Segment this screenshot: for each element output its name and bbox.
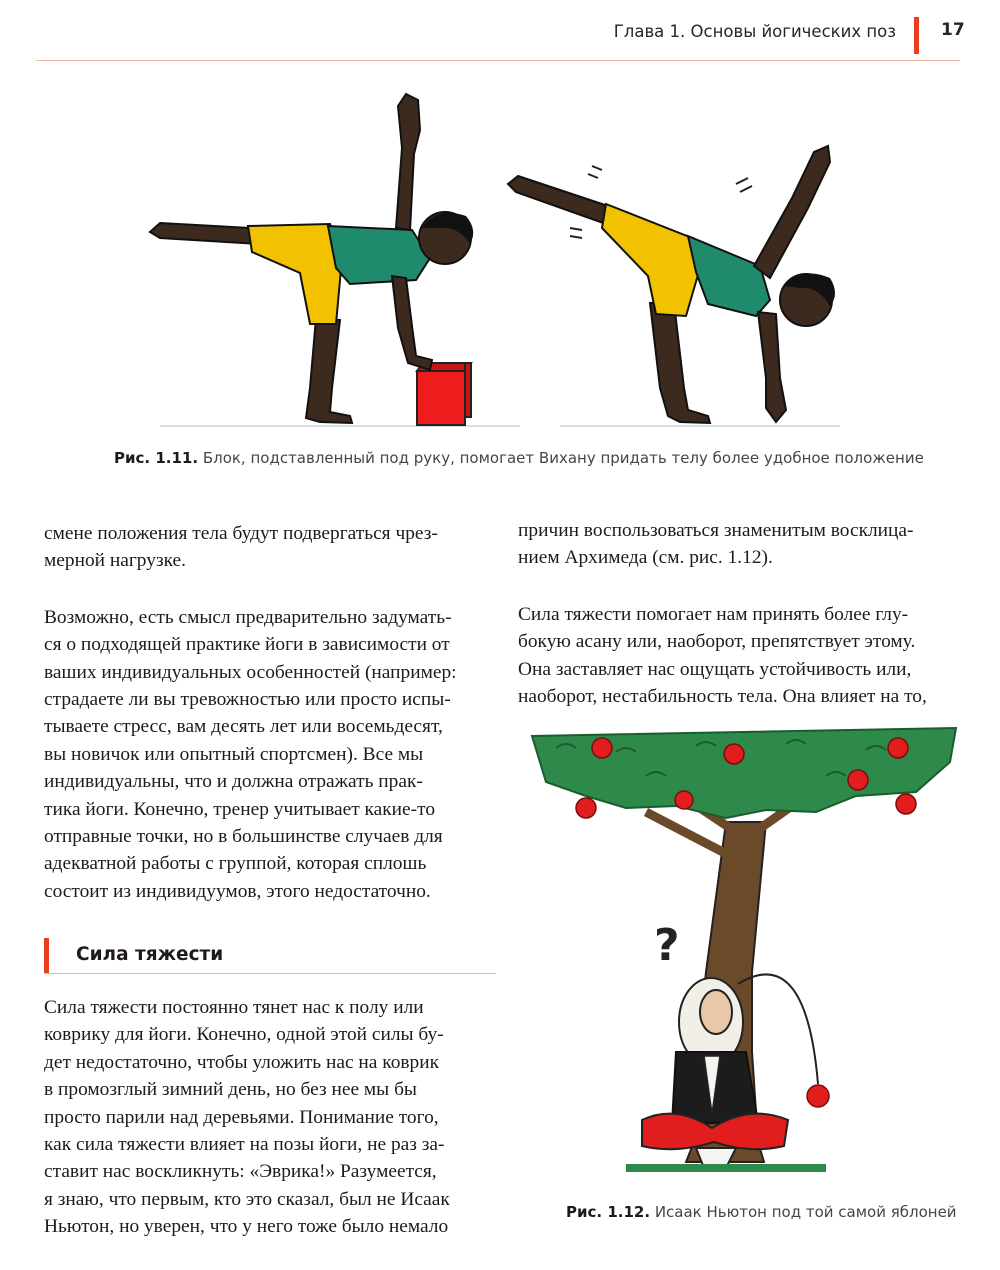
- text-line: адекватной работы с группой, которая сплошь: [44, 853, 427, 875]
- section-marker: [44, 938, 49, 974]
- apple: [724, 744, 744, 764]
- apple: [848, 770, 868, 790]
- header-rule: [36, 60, 960, 61]
- left-column: [44, 520, 496, 934]
- figure-a-with-block: [150, 94, 473, 425]
- figure-1-11-illustration: [140, 88, 860, 438]
- text-line: тываете стресс, вам десять лет или восемьдесят,: [44, 716, 443, 738]
- text-line: ставит нас воскликнуть: «Эврика!» Разумеется,: [44, 1161, 437, 1183]
- paragraph: [44, 604, 496, 905]
- apple: [592, 738, 612, 758]
- figure-1-12-label: Рис. 1.12.: [566, 1203, 651, 1221]
- text-line: Ньютон, но уверен, что у него тоже было немало: [44, 1216, 449, 1238]
- figure-b-without-block: [508, 146, 835, 423]
- falling-apple: [807, 1085, 829, 1107]
- paragraph: [44, 994, 496, 1241]
- text-line: в промозглый зимний день, но без нее мы бы: [44, 1079, 417, 1101]
- text-line: я знаю, что первым, кто это сказал, был не Исаак: [44, 1188, 450, 1210]
- text-line: отправные точки, но в большинстве случаев для: [44, 826, 443, 848]
- text-line: Сила тяжести постоянно тянет нас к полу или: [44, 997, 424, 1018]
- apple: [576, 798, 596, 818]
- header-marker: [914, 17, 919, 54]
- text-line: тика йоги. Конечно, тренер учитывает какие-то: [44, 798, 436, 820]
- text-line: Она заставляет нас ощущать устойчивость или,: [518, 658, 912, 680]
- section-title: Сила тяжести: [76, 944, 224, 965]
- text-line: коврику для йоги. Конечно, одной этой силы бу-: [44, 1024, 444, 1046]
- text-line: бокую асану или, наоборот, препятствует этому.: [518, 631, 916, 653]
- text-line: ваших индивидуальных особенностей (например:: [44, 661, 457, 683]
- figure-1-12-caption: [566, 1203, 957, 1221]
- apple: [675, 791, 693, 809]
- text-line: состоит из индивидуумов, этого недостаточно.: [44, 880, 431, 902]
- apple: [888, 738, 908, 758]
- text-line: ся о подходящей практике йоги в зависимости от: [44, 634, 450, 656]
- yoga-block: [417, 371, 465, 425]
- text-line: Сила тяжести помогает нам принять более глу-: [518, 603, 909, 625]
- left-column-section-body: [44, 994, 496, 1270]
- text-line: мерной нагрузке.: [44, 550, 186, 572]
- text-line: вы новичок или опытный спортсмен). Все мы: [44, 743, 424, 765]
- text-line: дет недостаточно, чтобы уложить нас на коврик: [44, 1051, 440, 1073]
- section-rule: [44, 973, 496, 974]
- question-mark: ?: [654, 920, 680, 971]
- paragraph: [518, 517, 970, 572]
- text-line: просто парили над деревьями. Понимание того,: [44, 1106, 439, 1128]
- running-header: [0, 0, 1000, 70]
- text-line: индивидуальны, что и должна отражать прак-: [44, 771, 423, 793]
- figure-1-12-caption-text: Исаак Ньютон под той самой яблоней: [654, 1203, 957, 1221]
- paragraph: [44, 520, 496, 575]
- text-line: страдаете ли вы тревожностью или просто испы-: [44, 689, 451, 711]
- figure-1-11-label: Рис. 1.11.: [114, 449, 199, 467]
- page-number: 17: [941, 20, 965, 40]
- figure-1-11-caption: [114, 449, 924, 467]
- text-line: причин воспользоваться знаменитым восклица-: [518, 520, 914, 541]
- apple: [896, 794, 916, 814]
- figure-1-12-illustration: [526, 722, 966, 1184]
- text-line: как сила тяжести влияет на позы йоги, не раз за-: [44, 1134, 445, 1156]
- newton-figure: [642, 978, 788, 1168]
- figure-1-11-caption-text: Блок, подставленный под руку, помогает Вихану придать телу более удобное положение: [202, 449, 924, 467]
- text-line: наоборот, нестабильность тела. Она влияет на то,: [518, 686, 927, 708]
- text-line: нием Архимеда (см. рис. 1.12).: [518, 547, 773, 569]
- text-line: смене положения тела будут подвергаться чрез-: [44, 523, 438, 544]
- right-column: [518, 517, 970, 739]
- chapter-title: Глава 1. Основы йогических поз: [613, 22, 896, 41]
- paragraph: [518, 601, 970, 711]
- section-heading: [44, 938, 496, 974]
- text-line: Возможно, есть смысл предварительно задумать-: [44, 606, 452, 628]
